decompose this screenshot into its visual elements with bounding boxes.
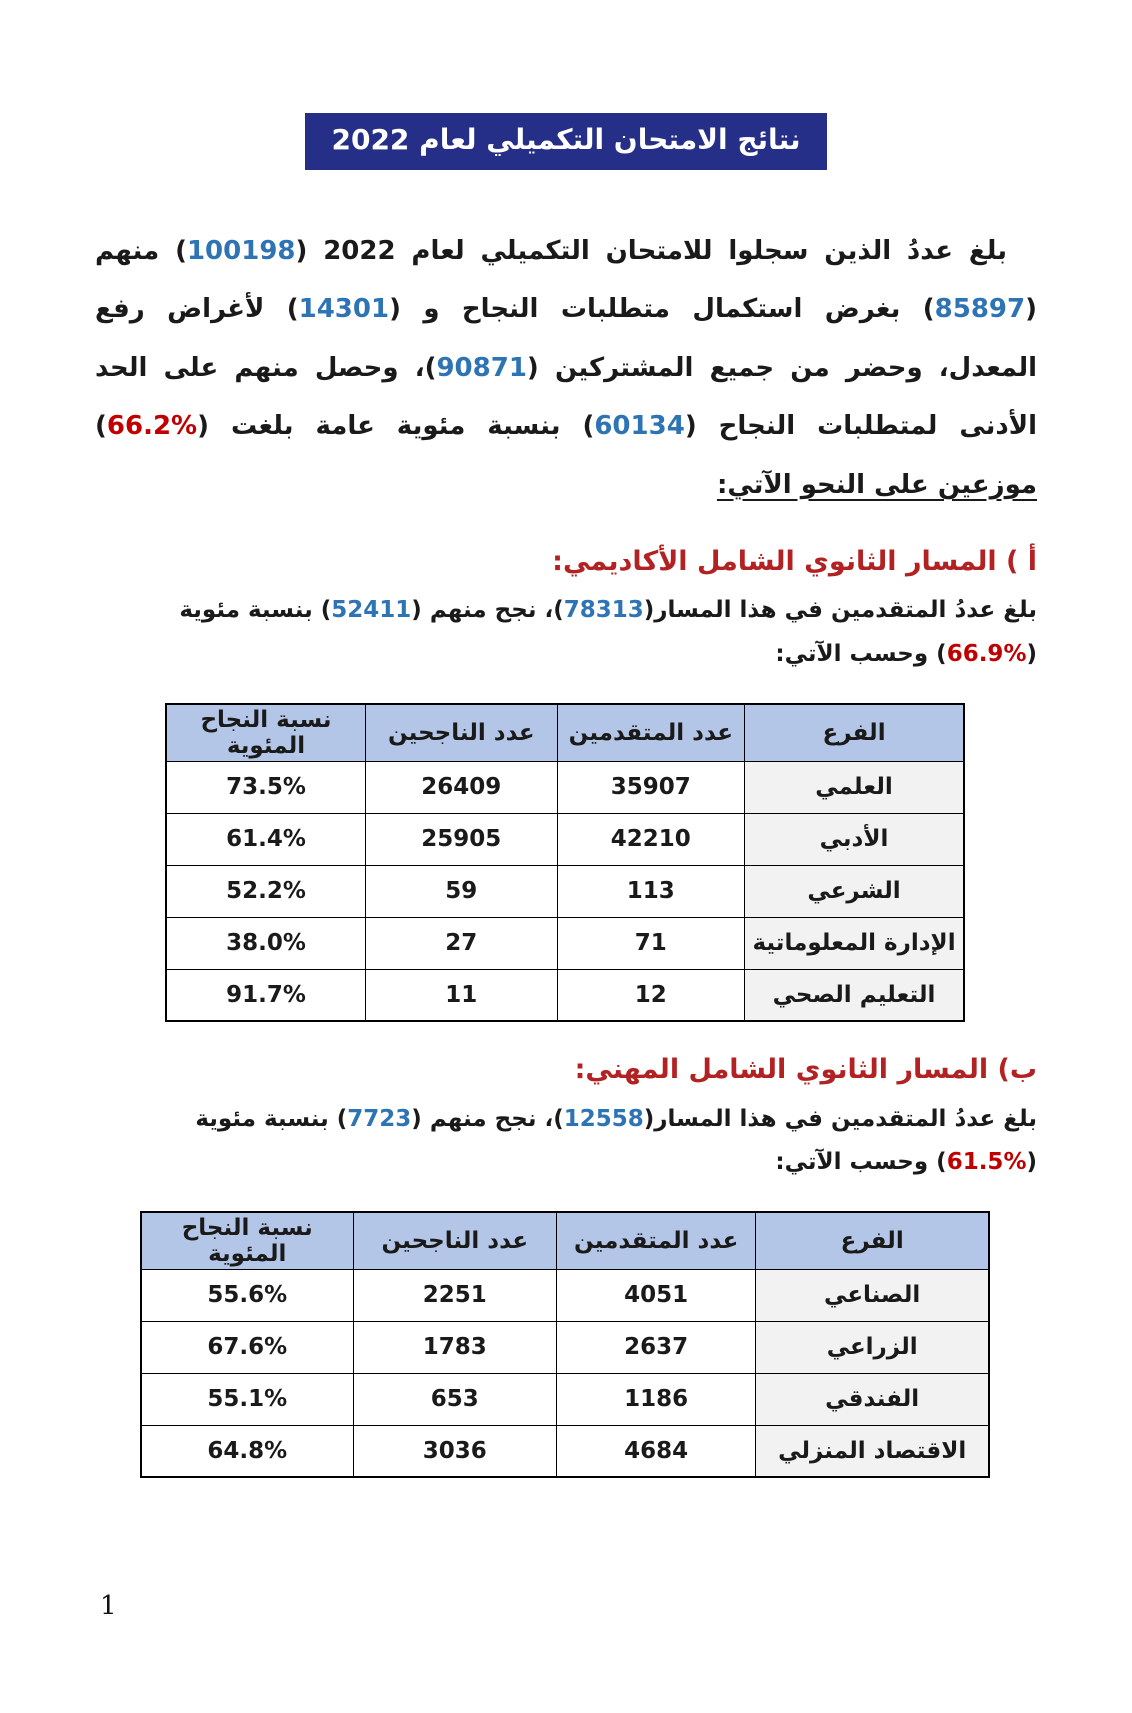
intro-paragraph [95, 222, 1037, 515]
table-row [166, 969, 964, 1021]
value-cell: 73.5% [166, 761, 366, 813]
table-row [141, 1269, 989, 1321]
table-row [141, 1373, 989, 1425]
table-header-cell: عدد المتقدمين [557, 704, 745, 762]
table-header-cell: الفرع [745, 704, 964, 762]
table-header-cell: الفرع [756, 1212, 989, 1270]
branch-cell: الصناعي [756, 1269, 989, 1321]
document-title-banner [305, 113, 826, 170]
value-cell: 1783 [353, 1321, 557, 1373]
text-segment: ) بغرض استكمال متطلبات النجاح و ( [389, 294, 935, 325]
table-row [166, 813, 964, 865]
text-segment: بلغ عددُ المتقدمين في هذا المسار( [643, 597, 1037, 624]
text-segment: %66.2 [106, 411, 198, 442]
document-title: نتائج الامتحان التكميلي لعام 2022 [331, 123, 801, 156]
table-header-cell: نسبة النجاح المئوية [166, 704, 366, 762]
text-segment: )، وحصل منهم على الحد الأدنى لمتطلبات النجاح ( [95, 352, 1037, 442]
branch-cell: الاقتصاد المنزلي [756, 1425, 989, 1477]
text-segment: 90871 [436, 352, 527, 383]
branch-cell: العلمي [745, 761, 964, 813]
value-cell: 1186 [557, 1373, 756, 1425]
value-cell: 35907 [557, 761, 745, 813]
text-segment: ) منهم ( [95, 235, 1038, 325]
section-a-heading: أ ) المسار الثانوي الشامل الأكاديمي: [552, 546, 1037, 578]
branch-cell: التعليم الصحي [745, 969, 964, 1021]
value-cell: 113 [557, 865, 745, 917]
text-segment: 100198 [186, 235, 296, 266]
text-segment: 60134 [594, 411, 685, 442]
text-segment: بلغ عددُ الذين سجلوا للامتحان التكميلي لعام 2022 ( [295, 235, 1007, 266]
text-segment: 7723 [347, 1105, 412, 1132]
value-cell: 2637 [557, 1321, 756, 1373]
document-page [0, 113, 1132, 1713]
value-cell: 71 [557, 917, 745, 969]
text-segment: 85897 [934, 294, 1026, 325]
text-segment: 78313 [563, 597, 644, 624]
section-b-results-table [140, 1211, 990, 1479]
text-segment: 52411 [331, 597, 412, 624]
text-segment: ) [95, 411, 107, 442]
text-segment: 12558 [563, 1105, 644, 1132]
text-segment: بلغ عددُ المتقدمين في هذا المسار( [643, 1105, 1037, 1132]
value-cell: 91.7% [166, 969, 366, 1021]
page-number: 1 [100, 1591, 117, 1621]
table-row [166, 761, 964, 813]
table-row [166, 865, 964, 917]
value-cell: 42210 [557, 813, 745, 865]
value-cell: 61.4% [166, 813, 366, 865]
section-b-heading: ب) المسار الثانوي الشامل المهني: [574, 1054, 1037, 1086]
table-header-cell: نسبة النجاح المئوية [141, 1212, 353, 1270]
text-segment: ) وحسب الآتي: [775, 1149, 947, 1176]
value-cell: 4684 [557, 1425, 756, 1477]
text-segment: ) وحسب الآتي: [775, 641, 947, 668]
branch-cell: الفندقي [756, 1373, 989, 1425]
text-segment: 14301 [298, 294, 390, 325]
section-a-results-table [165, 703, 965, 1023]
value-cell: 11 [366, 969, 558, 1021]
value-cell: 25905 [366, 813, 558, 865]
table-header-cell: عدد المتقدمين [557, 1212, 756, 1270]
value-cell: 59 [366, 865, 558, 917]
section-a-lead [95, 589, 1037, 676]
section-b-lead [95, 1098, 1037, 1185]
branch-cell: الزراعي [756, 1321, 989, 1373]
table-row [166, 917, 964, 969]
value-cell: 653 [353, 1373, 557, 1425]
value-cell: 64.8% [141, 1425, 353, 1477]
value-cell: 26409 [366, 761, 558, 813]
value-cell: 38.0% [166, 917, 366, 969]
value-cell: 27 [366, 917, 558, 969]
text-segment: %61.5 [946, 1149, 1027, 1176]
table-header-row [141, 1212, 989, 1270]
text-segment: )، نجح منهم ( [411, 597, 564, 624]
branch-cell: الأدبي [745, 813, 964, 865]
branch-cell: الشرعي [745, 865, 964, 917]
value-cell: 12 [557, 969, 745, 1021]
text-segment: موزعين على النحو الآتي: [716, 469, 1037, 500]
table-header-row [166, 704, 964, 762]
text-segment: ) بنسبة مئوية ( [179, 597, 1037, 668]
text-segment: )، نجح منهم ( [411, 1105, 564, 1132]
table-header-cell: عدد الناجحين [366, 704, 558, 762]
table-row [141, 1321, 989, 1373]
value-cell: 52.2% [166, 865, 366, 917]
text-segment: ) بنسبة مئوية عامة بلغت ( [197, 411, 595, 442]
value-cell: 55.6% [141, 1269, 353, 1321]
value-cell: 55.1% [141, 1373, 353, 1425]
table-row [141, 1425, 989, 1477]
value-cell: 4051 [557, 1269, 756, 1321]
text-segment: %66.9 [946, 641, 1027, 668]
branch-cell: الإدارة المعلوماتية [745, 917, 964, 969]
value-cell: 2251 [353, 1269, 557, 1321]
table-header-cell: عدد الناجحين [353, 1212, 557, 1270]
value-cell: 3036 [353, 1425, 557, 1477]
value-cell: 67.6% [141, 1321, 353, 1373]
text-segment: ) بنسبة مئوية ( [195, 1105, 1037, 1176]
text-segment: ) لأغراض رفع المعدل، وحضر من جميع المشتركين ( [95, 294, 1037, 383]
